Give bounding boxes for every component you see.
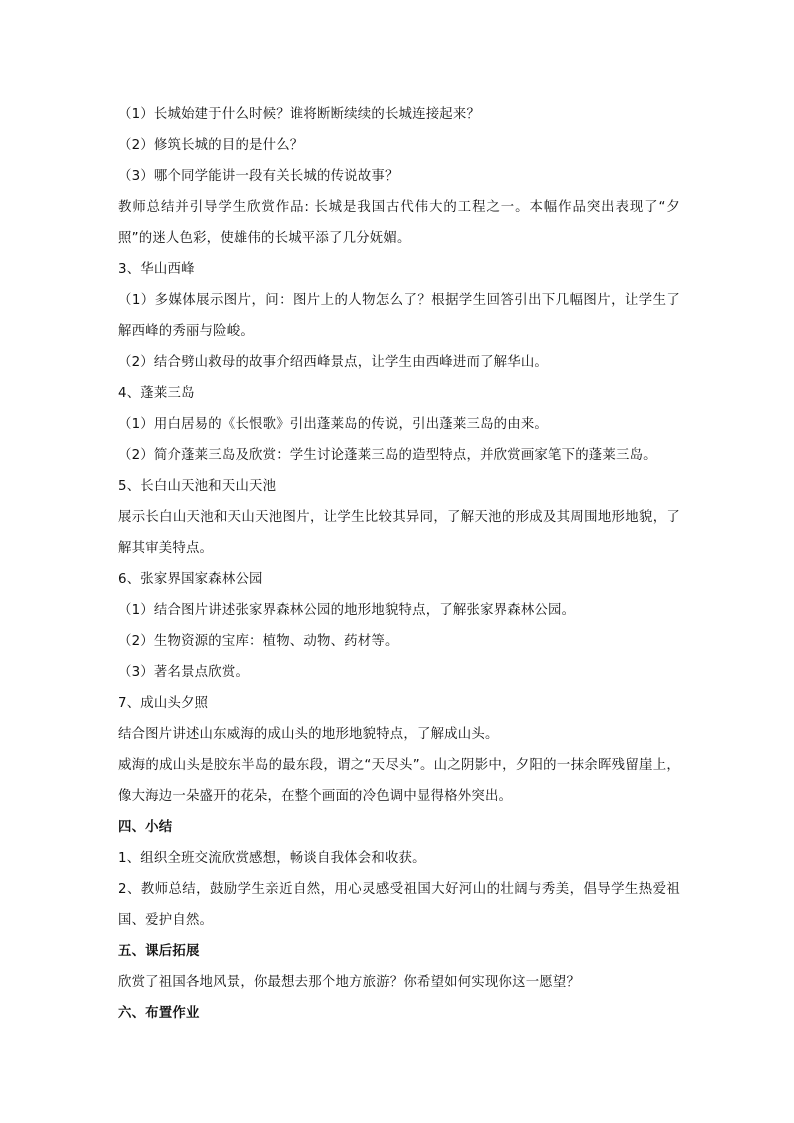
question-origin-great-wall: （1）长城始建于什么时候？谁将断断续续的长城连接起来？ [118, 107, 481, 122]
teacher-summary-great-wall: 教师总结并引导学生欣赏作品: 长城是我国古代伟大的工程之一。本幅作品突出表现了“夕照”的迷人色彩，使雄伟的长城平添了几分妩媚。 [118, 200, 680, 246]
summary-step-2: 2、教师总结，鼓励学生亲近自然，用心灵感受祖国大好河山的壮阔与秀美，倡导学生热爱祖国、爱护自然。 [118, 882, 680, 928]
heading-homework: 六、布置作业 [118, 1006, 200, 1021]
zhangjiajie-step-2: （2）生物资源的宝库：植物、动物、药材等。 [118, 634, 399, 649]
heavenly-lakes-description: 展示长白山天池和天山天池图片，让学生比较其异同，了解天池的形成及其周围地形地貌，了解其审美特点。 [118, 510, 680, 556]
section-heavenly-lakes: 5、长白山天池和天山天池 [118, 479, 277, 494]
section-chengshantou: 7、成山头夕照 [118, 696, 209, 711]
penglai-step-1: （1）用白居易的《长恨歌》引出蓬莱岛的传说，引出蓬莱三岛的由来。 [118, 417, 549, 432]
section-penglai-islands: 4、蓬莱三岛 [118, 386, 195, 401]
huashan-step-2: （2）结合劈山救母的故事介绍西峰景点，让学生由西峰进而了解华山。 [118, 355, 549, 370]
question-purpose-great-wall: （2）修筑长城的目的是什么？ [118, 138, 304, 153]
heading-summary: 四、小结 [118, 820, 173, 835]
zhangjiajie-step-3: （3）著名景点欣赏。 [118, 665, 250, 680]
chengshantou-step-1: 结合图片讲述山东威海的成山头的地形地貌特点，了解成山头。 [118, 727, 499, 742]
zhangjiajie-step-1: （1）结合图片讲述张家界森林公园的地形地貌特点，了解张家界森林公园。 [118, 603, 576, 618]
heading-extension: 五、课后拓展 [118, 944, 200, 959]
extension-question: 欣赏了祖国各地风景，你最想去那个地方旅游？你希望如何实现你这一愿望？ [118, 975, 581, 990]
section-zhangjiajie: 6、张家界国家森林公园 [118, 572, 263, 587]
section-huashan-west-peak: 3、华山西峰 [118, 262, 195, 277]
penglai-step-2: （2）简介蓬莱三岛及欣赏：学生讨论蓬莱三岛的造型特点，并欣赏画家笔下的蓬莱三岛。 [118, 448, 657, 463]
question-legend-great-wall: （3）哪个同学能讲一段有关长城的传说故事？ [118, 169, 399, 184]
summary-step-1: 1、组织全班交流欣赏感想，畅谈自我体会和收获。 [118, 851, 426, 866]
document-body [118, 99, 680, 1029]
chengshantou-description: 威海的成山头是胶东半岛的最东段，谓之“天尽头”。山之阴影中，夕阳的一抹余晖残留崖上，像大海边一朵盛开的花朵，在整个画面的冷色调中显得格外突出。 [118, 758, 680, 804]
huashan-step-1: （1）多媒体展示图片，问：图片上的人物怎么了？根据学生回答引出下几幅图片，让学生了解西峰的秀丽与险峻。 [118, 293, 680, 339]
